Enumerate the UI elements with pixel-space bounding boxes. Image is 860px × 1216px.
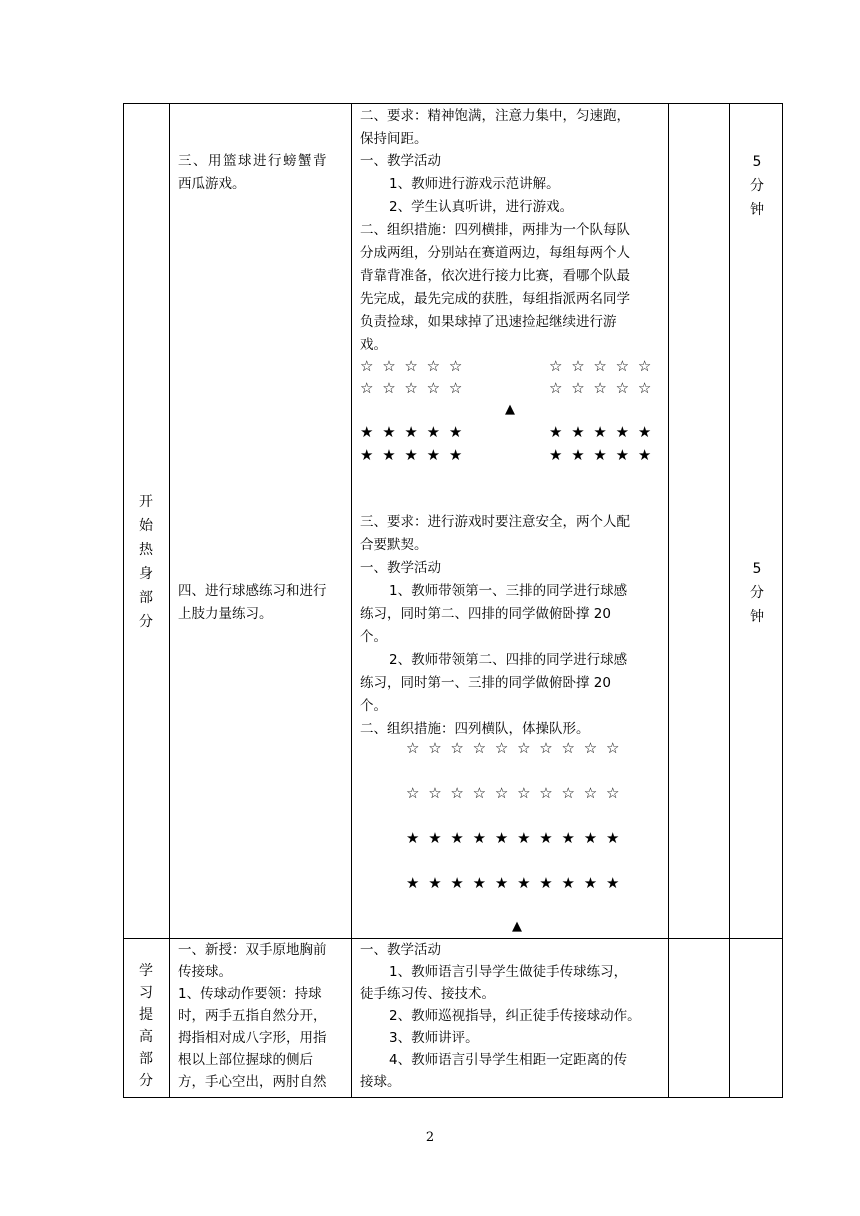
solid-star-row: ★ ★ ★ ★ ★ (360, 423, 465, 441)
column-divider (668, 104, 669, 1097)
text-line: 时，两手五指自然分开， (178, 1008, 327, 1024)
section-label-char: 部 (139, 590, 153, 606)
text-line: 一、教学活动 (360, 560, 441, 576)
time-unit-char: 分 (750, 585, 764, 601)
section-label-char: 分 (139, 1073, 153, 1089)
text-line: 二、要求：精神饱满，注意力集中，匀速跑， (360, 108, 630, 124)
section-label-char: 学 (139, 963, 153, 979)
text-line: 3、教师讲评。 (389, 1030, 479, 1046)
text-line: 1、教师带领第一、三排的同学进行球感 (389, 583, 628, 599)
hollow-star-row: ☆ ☆ ☆ ☆ ☆ (360, 379, 465, 397)
text-line: 方，手心空出，两肘自然 (178, 1074, 327, 1090)
content-item-title: 三、用篮球进行螃蟹背 (178, 153, 328, 169)
time-unit-char: 分 (750, 178, 764, 194)
hollow-star-row: ☆ ☆ ☆ ☆ ☆ (549, 357, 654, 375)
text-line: 三、要求：进行游戏时要注意安全，两个人配 (360, 514, 630, 530)
text-line: 先完成，最先完成的获胜，每组指派两名同学 (360, 291, 630, 307)
text-line: 接球。 (360, 1074, 401, 1090)
text-line: 一、教学活动 (360, 153, 441, 169)
column-divider (729, 104, 730, 1097)
text-line: 2、教师带领第二、四排的同学进行球感 (389, 652, 628, 668)
teacher-triangle-icon: ▲ (512, 919, 522, 934)
section-label-char: 习 (139, 985, 153, 1001)
teacher-triangle-icon: ▲ (505, 402, 515, 417)
hollow-star-row: ☆ ☆ ☆ ☆ ☆ ☆ ☆ ☆ ☆ ☆ (406, 739, 622, 757)
time-unit-char: 钟 (750, 202, 764, 218)
text-line: 个。 (360, 698, 387, 714)
solid-star-row: ★ ★ ★ ★ ★ (549, 446, 654, 464)
text-line: 分成两组，分别站在赛道两边，每组每两个人 (360, 245, 630, 261)
page-number: 2 (425, 1130, 435, 1145)
section-label-char: 提 (139, 1007, 153, 1023)
text-line: 一、教学活动 (360, 942, 441, 958)
text-line: 练习，同时第一、三排的同学做俯卧撑 20 (360, 675, 611, 691)
content-item-title-cont: 上肢力量练习。 (178, 606, 273, 622)
hollow-star-row: ☆ ☆ ☆ ☆ ☆ ☆ ☆ ☆ ☆ ☆ (406, 784, 622, 802)
hollow-star-row: ☆ ☆ ☆ ☆ ☆ (360, 357, 465, 375)
time-value: 5 (752, 154, 762, 170)
text-line: 练习，同时第二、四排的同学做俯卧撑 20 (360, 606, 611, 622)
text-line: 4、教师语言引导学生相距一定距离的传 (389, 1052, 628, 1068)
content-item-title-cont: 西瓜游戏。 (178, 176, 246, 192)
text-line: 负责捡球，如果球掉了迅速捡起继续进行游 (360, 314, 617, 330)
text-line: 拇指相对成八字形，用指 (178, 1030, 327, 1046)
text-line: 1、教师进行游戏示范讲解。 (389, 176, 560, 192)
text-line: 徒手练习传、接技术。 (360, 986, 495, 1002)
solid-star-row: ★ ★ ★ ★ ★ (549, 423, 654, 441)
section-label-char: 身 (139, 566, 153, 582)
text-line: 2、学生认真听讲，进行游戏。 (389, 199, 574, 215)
text-line: 保持间距。 (360, 131, 428, 147)
text-line: 一、新授：双手原地胸前 (178, 942, 327, 958)
solid-star-row: ★ ★ ★ ★ ★ ★ ★ ★ ★ ★ (406, 829, 622, 847)
section-label-char: 高 (139, 1029, 153, 1045)
hollow-star-row: ☆ ☆ ☆ ☆ ☆ (549, 379, 654, 397)
column-divider (351, 104, 352, 1097)
section-label-char: 始 (139, 518, 153, 534)
text-line: 传接球。 (178, 964, 232, 980)
text-line: 合要默契。 (360, 537, 428, 553)
text-line: 根以上部位握球的侧后 (178, 1052, 313, 1068)
solid-star-row: ★ ★ ★ ★ ★ ★ ★ ★ ★ ★ (406, 874, 622, 892)
text-line: 1、传球动作要领：持球 (178, 986, 322, 1002)
solid-star-row: ★ ★ ★ ★ ★ (360, 446, 465, 464)
time-value: 5 (752, 561, 762, 577)
text-line: 戏。 (360, 337, 387, 353)
text-line: 个。 (360, 629, 387, 645)
section-label-char: 开 (139, 494, 153, 510)
text-line: 二、组织措施：四列横排，两排为一个队每队 (360, 222, 630, 238)
section-label-char: 部 (139, 1051, 153, 1067)
section-label-char: 热 (139, 542, 153, 558)
time-unit-char: 钟 (750, 609, 764, 625)
section-label-char: 分 (139, 614, 153, 630)
lesson-plan-table (123, 103, 783, 1098)
text-line: 1、教师语言引导学生做徒手传球练习， (389, 964, 628, 980)
text-line: 二、组织措施：四列横队，体操队形。 (360, 721, 590, 737)
column-divider (169, 104, 170, 1097)
text-line: 背靠背准备，依次进行接力比赛，看哪个队最 (360, 268, 630, 284)
text-line: 2、教师巡视指导，纠正徒手传接球动作。 (389, 1008, 641, 1024)
content-item-title: 四、进行球感练习和进行 (178, 583, 327, 599)
